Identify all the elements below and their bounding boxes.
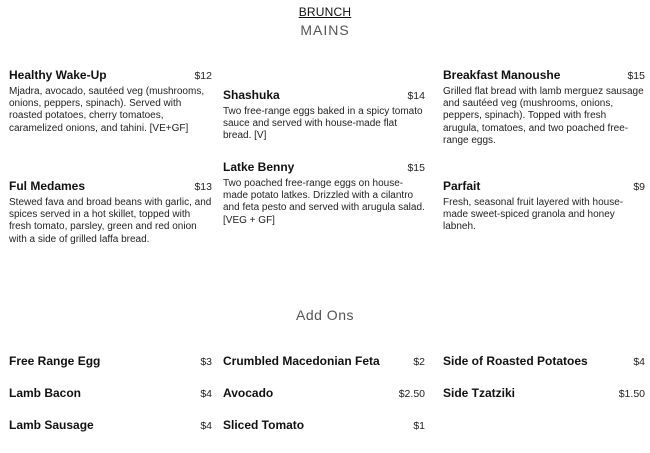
item-name: Ful Medames bbox=[9, 179, 86, 193]
addon-price: $4 bbox=[633, 356, 645, 368]
item-price: $15 bbox=[407, 162, 425, 174]
addon-name: Avocado bbox=[223, 386, 274, 400]
item-name: Latke Benny bbox=[223, 160, 295, 174]
addon-price: $4 bbox=[200, 420, 212, 432]
mains-section-title: MAINS bbox=[300, 22, 350, 38]
addon-lamb-sausage bbox=[9, 418, 212, 432]
addon-name: Lamb Bacon bbox=[9, 386, 82, 400]
addon-price: $1 bbox=[413, 420, 425, 432]
addon-price: $2.50 bbox=[398, 388, 425, 400]
addon-side-of-roasted-potatoes bbox=[443, 354, 645, 368]
item-description: Grilled flat bread with lamb merguez sausage and sautéed veg (mushrooms, onions, peppers, spinach). Topped with fresh arugula, tomatoes, and two poached free-range eggs. bbox=[443, 86, 644, 146]
addon-crumbled-macedonian-feta bbox=[223, 354, 425, 368]
addon-sliced-tomato bbox=[223, 418, 425, 432]
addon-side-tzatziki bbox=[443, 386, 645, 400]
addon-name: Sliced Tomato bbox=[223, 418, 305, 432]
item-price: $12 bbox=[194, 70, 212, 82]
addon-name: Lamb Sausage bbox=[9, 418, 94, 432]
item-description: Stewed fava and broad beans with garlic, and spices served in a hot skillet, topped with fresh tomato, parsley, green and red onion with a side of grilled laffa bread. bbox=[9, 197, 212, 245]
menu-item-latke-benny bbox=[223, 160, 425, 227]
addon-free-range-egg bbox=[9, 354, 212, 368]
addon-name: Free Range Egg bbox=[9, 354, 101, 368]
item-description: Two poached free-range eggs on house-made potato latkes. Drizzled with a cilantro and feta pesto and served with arugula salad. [VEG + GF] bbox=[223, 178, 425, 226]
addon-price: $4 bbox=[200, 388, 212, 400]
brunch-tab-link[interactable]: BRUNCH bbox=[298, 5, 352, 19]
item-description: Mjadra, avocado, sautéed veg (mushrooms, onions, peppers, spinach). Served with roasted potatoes, cherry tomatoes, caramelized onions, and tahini. [VE+GF] bbox=[9, 86, 205, 134]
menu-item-parfait bbox=[443, 179, 645, 234]
item-price: $13 bbox=[194, 181, 212, 193]
addon-name: Side of Roasted Potatoes bbox=[443, 354, 588, 368]
addon-price: $1.50 bbox=[618, 388, 645, 400]
item-description: Two free-range eggs baked in a spicy tomato sauce and served with house-made flat bread. [V] bbox=[223, 106, 423, 142]
addon-lamb-bacon bbox=[9, 386, 212, 400]
addon-avocado bbox=[223, 386, 425, 400]
addon-name: Crumbled Macedonian Feta bbox=[223, 354, 380, 368]
menu-item-healthy-wake-up bbox=[9, 68, 212, 135]
item-name: Parfait bbox=[443, 179, 481, 193]
menu-item-ful-medames bbox=[9, 179, 212, 246]
menu-item-breakfast-manoushe bbox=[443, 68, 645, 147]
addon-price: $3 bbox=[200, 356, 212, 368]
item-name: Shashuka bbox=[223, 88, 280, 102]
item-name: Breakfast Manoushe bbox=[443, 68, 561, 82]
item-price: $14 bbox=[407, 90, 425, 102]
addon-name: Side Tzatziki bbox=[443, 386, 516, 400]
item-price: $15 bbox=[627, 70, 645, 82]
addons-section-title: Add Ons bbox=[296, 307, 354, 323]
addon-price: $2 bbox=[413, 356, 425, 368]
menu-item-shashuka bbox=[223, 88, 425, 143]
item-price: $9 bbox=[633, 181, 645, 193]
item-name: Healthy Wake-Up bbox=[9, 68, 107, 82]
item-description: Fresh, seasonal fruit layered with house-made sweet-spiced granola and honey labneh. bbox=[443, 197, 624, 233]
